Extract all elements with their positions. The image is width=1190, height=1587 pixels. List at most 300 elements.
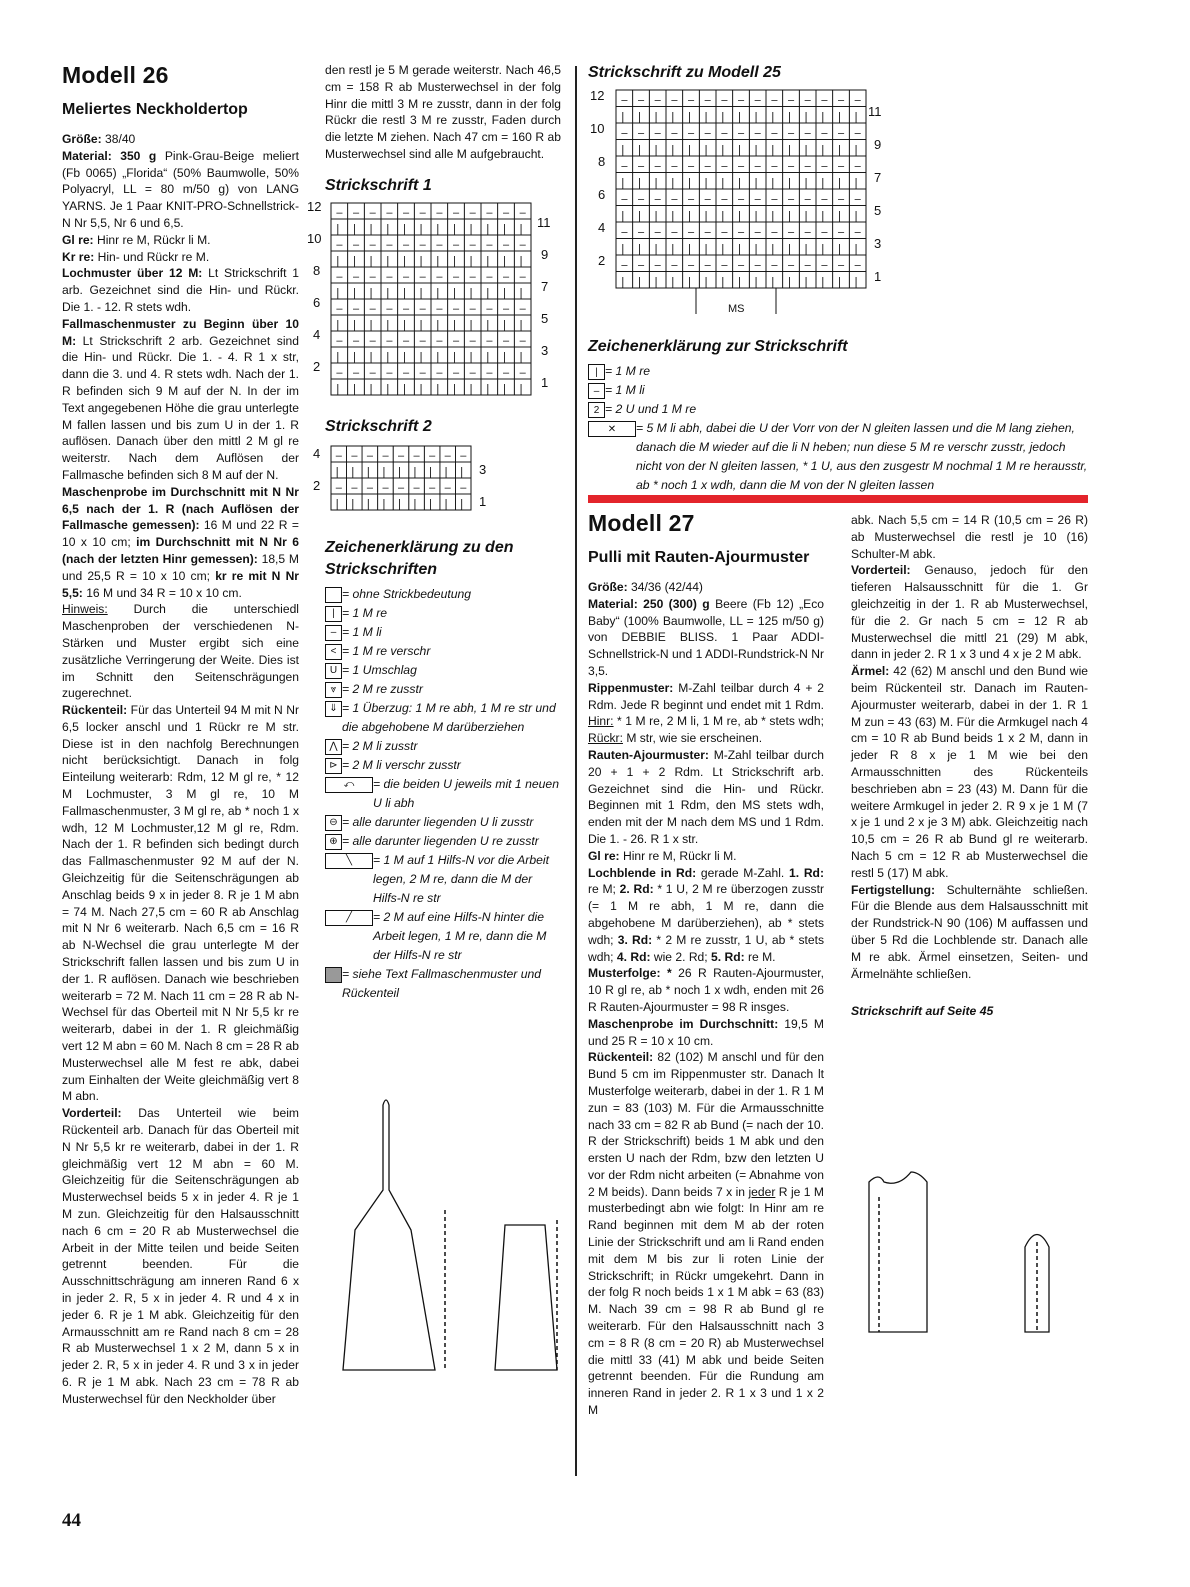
chart-cell	[699, 206, 716, 223]
chart-symbol: |	[638, 276, 641, 288]
chart-symbol: –	[519, 206, 526, 219]
chart-symbol: –	[771, 226, 778, 239]
chart-symbol: |	[704, 276, 708, 288]
chart-symbol: –	[704, 94, 711, 107]
chart-symbol: |	[519, 318, 523, 331]
chart-symbol: |	[704, 111, 708, 123]
chart-symbol: –	[403, 334, 410, 347]
chart-symbol: –	[721, 94, 728, 107]
legend-symbol-icon: ⊕	[325, 834, 342, 850]
chart-symbol: –	[419, 270, 426, 283]
chart-symbol: –	[821, 94, 828, 107]
chart-cell	[464, 347, 481, 363]
chart-cell	[633, 173, 650, 190]
chart-cell	[733, 272, 750, 289]
chart-cell	[498, 283, 515, 299]
chart-symbol: –	[503, 270, 510, 283]
chart-symbol: |	[671, 177, 675, 189]
chart-symbol: |	[721, 177, 725, 189]
chart-symbol: –	[386, 302, 393, 315]
chart-symbol: |	[821, 243, 825, 255]
chart-symbol: –	[671, 94, 678, 107]
chart-symbol: |	[469, 286, 473, 299]
chart-symbol: |	[335, 465, 339, 478]
chart-cell	[799, 140, 816, 157]
chart-symbol: –	[519, 238, 526, 251]
modell-27-column	[588, 510, 824, 1419]
legend-text: = 2 M re zusstr	[342, 681, 423, 696]
chart-symbol: –	[353, 334, 360, 347]
chart-symbol: –	[444, 449, 451, 462]
chart-symbol: |	[621, 111, 625, 123]
chart-symbol: –	[821, 259, 828, 272]
chart-symbol: |	[788, 210, 791, 222]
chart-cell	[498, 251, 515, 267]
chart-cell	[464, 219, 481, 235]
chart-symbol: –	[821, 193, 828, 206]
chart-cell	[733, 206, 750, 223]
chart-symbol: –	[436, 366, 443, 379]
page-number: 44	[62, 1510, 81, 1531]
chart-symbol: |	[460, 465, 464, 478]
chart-symbol: |	[503, 286, 506, 299]
svg-text:7: 7	[874, 170, 882, 185]
chart-symbol: |	[838, 243, 841, 255]
chart-symbol: –	[671, 127, 678, 140]
chart-cell	[733, 107, 750, 124]
legend-item	[325, 623, 561, 642]
chart-cell	[331, 494, 347, 510]
chart-symbol: |	[621, 144, 625, 156]
chart-symbol: –	[638, 160, 645, 173]
chart-symbol: –	[671, 193, 678, 206]
chart-cell	[409, 462, 425, 478]
svg-text:8: 8	[313, 262, 321, 278]
chart-cell	[481, 379, 498, 395]
chart-symbol: |	[419, 382, 423, 395]
chart-symbol: –	[621, 127, 628, 140]
chart-symbol: –	[838, 94, 845, 107]
chart-2-grid	[313, 444, 561, 516]
legend-text: = 1 M auf 1 Hilfs-N vor die Arbeit legen, 2 M re, dann die M der Hilfs-N re str	[373, 852, 549, 905]
legend-text: = die beiden U jeweils mit 1 neuen U li abh	[373, 776, 559, 810]
chart-symbol: |	[688, 210, 691, 222]
chart-cell	[347, 494, 363, 510]
chart-cell	[381, 251, 398, 267]
chart-cell	[514, 347, 531, 363]
chart-symbol: –	[671, 226, 678, 239]
chart-cell	[448, 379, 465, 395]
svg-text:MS: MS	[728, 303, 745, 315]
svg-text:1: 1	[479, 493, 487, 509]
chart-symbol: |	[336, 350, 340, 363]
legend-list	[325, 585, 561, 1003]
chart-symbol: |	[453, 286, 456, 299]
chart-symbol: |	[788, 243, 791, 255]
chart-symbol: |	[621, 177, 625, 189]
legend-25-symbol-icon: –	[588, 383, 605, 399]
chart-cell	[414, 315, 431, 331]
chart-symbol: |	[403, 350, 406, 363]
legend-item	[325, 737, 561, 756]
chart-symbol: –	[503, 206, 510, 219]
chart-symbol: |	[654, 177, 658, 189]
chart-symbol: –	[436, 302, 443, 315]
chart-cell	[799, 107, 816, 124]
chart-cell	[616, 107, 633, 124]
chart-symbol: |	[771, 243, 775, 255]
chart-cell	[331, 219, 348, 235]
chart-cell	[716, 206, 733, 223]
chart-cell	[414, 251, 431, 267]
chart-cell	[633, 239, 650, 256]
chart-symbol: |	[336, 286, 340, 299]
chart-symbol: –	[386, 238, 393, 251]
chart-symbol: |	[771, 177, 775, 189]
chart-symbol: –	[771, 259, 778, 272]
legend-symbol-icon: U	[325, 663, 342, 679]
chart-cell	[348, 347, 365, 363]
legend-item	[325, 661, 561, 680]
chart-symbol: –	[469, 366, 476, 379]
chart-symbol: |	[436, 318, 440, 331]
chart-symbol: –	[704, 127, 711, 140]
chart-cell	[398, 219, 415, 235]
chart-symbol: –	[738, 259, 745, 272]
chart-symbol: |	[519, 286, 523, 299]
legend-25-title: Zeichenerklärung zur Strickschrift	[588, 338, 848, 355]
chart-symbol: –	[771, 160, 778, 173]
svg-text:2: 2	[313, 477, 321, 493]
chart-cell	[816, 107, 833, 124]
chart-symbol: |	[469, 318, 473, 331]
chart-cell	[699, 239, 716, 256]
chart-symbol: |	[638, 144, 641, 156]
chart-cell	[733, 173, 750, 190]
chart-symbol: |	[754, 210, 758, 222]
chart-symbol: –	[453, 302, 460, 315]
chart-symbol: |	[444, 465, 448, 478]
chart-cell	[849, 206, 866, 223]
chart-cell	[799, 206, 816, 223]
chart-cell	[849, 107, 866, 124]
chart-symbol: –	[854, 193, 861, 206]
legend-25-text: = 5 M li abh, dabei die U der Vorr von der N gleiten lassen und die M lang ziehen, danach die M wieder auf die li N heben; nun diese 5 M re verschr zusstr, jedoch nicht von der N gleiten lassen, * 1 U, aus den zusgestr M nochmal 1 M re herausstr, ab * noch 1 x wdh, dann die M von der N gleiten lassen	[636, 421, 1088, 492]
chart-symbol: |	[469, 254, 473, 267]
chart-symbol: –	[804, 94, 811, 107]
chart-symbol: –	[386, 206, 393, 219]
chart-symbol: |	[419, 350, 423, 363]
chart-cell	[849, 173, 866, 190]
chart-symbol: |	[738, 144, 741, 156]
chart-cell	[783, 173, 800, 190]
svg-text:11: 11	[868, 104, 882, 119]
chart-symbol: |	[386, 318, 390, 331]
chart-symbol: –	[838, 193, 845, 206]
chart-symbol: |	[351, 465, 355, 478]
chart-cell	[431, 347, 448, 363]
chart-cell	[799, 239, 816, 256]
chart-symbol: –	[353, 206, 360, 219]
chart-cell	[749, 140, 766, 157]
svg-text:4: 4	[313, 445, 321, 461]
legend-item	[325, 699, 561, 737]
svg-text:3: 3	[479, 461, 487, 477]
chart-symbol: –	[519, 270, 526, 283]
modell-25-chart-section	[588, 62, 1088, 495]
chart-symbol: |	[738, 111, 741, 123]
legend-text: = 2 M auf eine Hilfs-N hinter die Arbeit legen, 1 M re, dann die M der Hilfs-N re str	[373, 909, 547, 962]
legend-text: = siehe Text Fallmaschenmuster und Rückenteil	[342, 966, 542, 1000]
chart-cell	[716, 173, 733, 190]
chart-symbol: |	[838, 276, 841, 288]
chart-cell	[514, 283, 531, 299]
chart-cell	[364, 251, 381, 267]
chart-cell	[348, 283, 365, 299]
chart-symbol: –	[369, 334, 376, 347]
chart-cell	[749, 272, 766, 289]
chart-cell	[833, 140, 850, 157]
legend-title: Zeichenerklärung zu den Strickschriften	[325, 538, 514, 578]
chart-symbol: |	[838, 144, 841, 156]
chart-symbol: –	[403, 302, 410, 315]
legend-text: = 1 Umschlag	[342, 662, 417, 677]
chart-cell	[331, 379, 348, 395]
chart-symbol: –	[638, 193, 645, 206]
legend-item	[325, 908, 561, 965]
chart-symbol: –	[429, 481, 436, 494]
chart-cell	[331, 315, 348, 331]
chart-cell	[514, 379, 531, 395]
chart-symbol: –	[486, 302, 493, 315]
chart-symbol: –	[403, 238, 410, 251]
chart-symbol: –	[738, 160, 745, 173]
chart-cell	[699, 272, 716, 289]
chart-symbol: |	[821, 276, 825, 288]
chart-symbol: –	[754, 94, 761, 107]
svg-text:12: 12	[307, 198, 322, 214]
chart-symbol: –	[654, 226, 661, 239]
chart-symbol: –	[403, 270, 410, 283]
chart-symbol: –	[486, 270, 493, 283]
chart-symbol: –	[503, 302, 510, 315]
chart-cell	[683, 206, 700, 223]
chart-symbol: |	[486, 286, 490, 299]
svg-text:12: 12	[590, 88, 605, 103]
chart-symbol: |	[419, 254, 423, 267]
chart-symbol: |	[453, 254, 456, 267]
legend-item	[325, 851, 561, 908]
chart-cell	[699, 140, 716, 157]
legend-text: = alle darunter liegenden U li zusstr	[342, 814, 534, 829]
svg-text:5: 5	[874, 203, 882, 218]
chart-symbol: |	[671, 210, 675, 222]
chart-symbol: |	[621, 243, 625, 255]
chart-symbol: –	[771, 94, 778, 107]
chart-symbol: |	[519, 382, 523, 395]
chart-symbol: –	[654, 127, 661, 140]
chart-symbol: |	[519, 350, 523, 363]
chart-cell	[783, 206, 800, 223]
chart-symbol: |	[721, 111, 725, 123]
chart-symbol: |	[429, 497, 432, 510]
chart-symbol: |	[821, 111, 825, 123]
chart-symbol: –	[486, 366, 493, 379]
chart-symbol: |	[444, 497, 448, 510]
chart-cell	[733, 140, 750, 157]
chart-symbol: |	[754, 144, 758, 156]
legend-text: = 1 M li	[342, 624, 382, 639]
chart-cell	[633, 107, 650, 124]
chart-symbol: –	[353, 302, 360, 315]
chart-cell	[481, 251, 498, 267]
chart-cell	[649, 107, 666, 124]
legend-25-list	[588, 362, 1088, 495]
legend-item	[325, 813, 561, 832]
chart-symbol: |	[519, 222, 523, 235]
chart-symbol: |	[771, 276, 775, 288]
chart-cell	[683, 140, 700, 157]
chart-cell	[699, 107, 716, 124]
chart-symbol: –	[469, 238, 476, 251]
chart-symbol: |	[403, 254, 406, 267]
chart-cell	[481, 283, 498, 299]
legend-symbol-icon	[325, 967, 342, 983]
chart-cell	[683, 272, 700, 289]
svg-text:4: 4	[313, 326, 321, 342]
chart-cell	[666, 140, 683, 157]
chart-cell	[649, 239, 666, 256]
chart-cell	[616, 239, 633, 256]
chart-cell	[833, 239, 850, 256]
legend-text: = 1 Überzug: 1 M re abh, 1 M re str und die abgehobene M darüberziehen	[342, 700, 556, 734]
chart-cell	[849, 239, 866, 256]
legend-symbol-icon: ╲	[325, 853, 373, 869]
chart-cell	[431, 251, 448, 267]
chart-cell	[362, 494, 378, 510]
chart-symbol: |	[638, 111, 641, 123]
modell-26-column-2	[307, 62, 561, 1003]
chart-symbol: –	[336, 334, 343, 347]
chart-symbol: –	[469, 270, 476, 283]
chart-cell	[347, 462, 363, 478]
chart-symbol: |	[369, 318, 373, 331]
chart-symbol: |	[469, 382, 473, 395]
svg-text:10: 10	[307, 230, 322, 246]
chart-symbol: |	[771, 144, 775, 156]
chart-cell	[816, 206, 833, 223]
chart-symbol: –	[453, 238, 460, 251]
chart-symbol: |	[351, 497, 355, 510]
chart-cell	[699, 173, 716, 190]
chart-symbol: |	[453, 350, 456, 363]
legend-symbol-icon: ⩔	[325, 682, 342, 698]
chart-symbol: –	[738, 193, 745, 206]
chart-symbol: –	[621, 193, 628, 206]
chart-cell	[331, 283, 348, 299]
chart-symbol: –	[413, 449, 420, 462]
chart-symbol: |	[771, 111, 775, 123]
chart-symbol: |	[688, 276, 691, 288]
chart-symbol: –	[413, 481, 420, 494]
legend-25-text: = 1 M li	[605, 383, 645, 397]
chart-symbol: –	[704, 226, 711, 239]
chart-symbol: |	[704, 243, 708, 255]
chart-25-grid	[588, 90, 888, 315]
chart-symbol: –	[838, 226, 845, 239]
chart-symbol: |	[386, 286, 390, 299]
chart-symbol: –	[854, 160, 861, 173]
chart-symbol: |	[854, 210, 858, 222]
chart-symbol: –	[688, 193, 695, 206]
chart-symbol: |	[621, 276, 625, 288]
svg-text:3: 3	[541, 342, 549, 358]
svg-text:10: 10	[590, 121, 605, 136]
chart-symbol: |	[738, 276, 741, 288]
chart-symbol: |	[654, 276, 658, 288]
chart-cell	[464, 315, 481, 331]
chart-cell	[398, 379, 415, 395]
chart-cell	[766, 272, 783, 289]
chart-symbol: |	[386, 382, 390, 395]
chart-symbol: –	[335, 449, 342, 462]
chart-symbol: –	[369, 238, 376, 251]
chart-symbol: –	[654, 259, 661, 272]
legend-text: = 2 M li verschr zusstr	[342, 757, 461, 772]
chart-symbol: –	[351, 449, 358, 462]
chart-symbol: |	[503, 222, 506, 235]
modell-27-schematic	[839, 1142, 1089, 1372]
legend-item	[325, 642, 561, 661]
modell-26-instructions: Größe: 38/40 Material: 350 g Pink-Grau-Beige meliert (Fb 0065) „Florida“ (50% Baumwolle, 50% Polyacryl, LL = 80 m/50 g) von LANG YARNS. Je 1 Paar KNIT-PRO-Schnellstrick-N Nr 5,5, Nr 6 und 6,5. Gl re: Hinr re M, Rückr li M. Kr re: Hin- und Rückr re M. Lochmuster über 12 M: Lt Strickschrift 1 arb. Gezeichnet sind die Hin- und Rückr. Die 1. - 12. R stets wdh. Fallmaschenmuster zu Beginn über 10 M: Lt Strickschrift 2 arb. Gezeichnet sind die Hin- und Rückr. Die 1. - 4. R 1 x str, dann die 3. und 4. R stets wdh. Nach der 1. R befinden sich 9 M auf der N. In der im Text angegebenen Höhe die grau unterlegte M fallen lassen und bis zum U in der 1. R auflösen. Danach über den mittl 2 M gl re weiterstr. Nach dem Auflösen der Fallmasche befinden sich 8 M auf der N. Maschenprobe im Durchschnitt mit N Nr 6,5 nach der 1. R (nach Auflösen der Fallmasche gemessen): 16 M und 22 R = 10 x 10 cm; im Durchschnitt mit N Nr 6 (nach der letzten Hinr gemessen): 18,5 M und 25,5 R = 10 x 10 cm; kr re mit N Nr 5,5: 16 M und 34 R = 10 x 10 cm. Hinweis: Durch die unterschiedl Maschenproben der verschiedenen N-Stärken und Muster ergibt sich eine zusätzliche Verringerung der Weite. Dies ist im Schnitt den Seitenschrägungen zugerechnet. Rückenteil: Für das Unterteil 94 M mit N Nr 6,5 locker anschl und 1 Rückr re M str. Diese ist in den nachfolg Berechnungen nicht berücksichtigt. Danach in folg Einteilung weiterarb: Rdm, 12 M gl re, * 12 M Lochmuster, 3 M gl re, 10 M Fallmaschenmuster, 3 M gl re, ab * noch 1 x wdh, 12 M Lochmuster,12 M gl re, Rdm. Nach der 1. R befinden sich bedingt durch das Fallmaschenmuster 92 M auf der N. Gleichzeitig für die Seitenschrägungen ab Anschlag beids 9 x in jeder 8. R je 1 M abn = 74 M. Nach 27,5 cm = 60 R ab Anschlag mit N Nr 6 weiterarb. Nach 6,5 cm = 16 R ab N-Wechsel die grau unterlegte M der Strickschrift fallen lassen und bis zum U in der 1. R auflösen. Danach wie beschrieben weiterarb = 72 M. Nach 11 cm = 28 R ab N-Wechsel für das Oberteil mit N Nr 5,5 kr re weiterarb, dabei in der 1. R gleichmäßig vert 12 M abn = 60 M. Nach 8 cm = 28 R ab Musterwechsel alle M fest re abk, dabei zum Einhalten der Weite gleichmäßig vert 8 M abn. Vorderteil: Das Unterteil wie beim Rückenteil arb. Danach für das Oberteil mit N Nr 5,5 kr re weiterarb, dabei in der 1. R gleichmäßig vert 12 M abn = 60 M. Gleichzeitig für die Seitenschrägungen ab Musterwechsel beids 5 x in jeder 4. R je 1 M zun. Gleichzeitig für den Halsausschnitt nach 6 cm = 20 R ab Musterwechsel die Arbeit in der Mitte teilen und beide Seiten getrennt beenden. Für die Ausschnittschrägung am inneren Rand 6 x in jeder 2. R, 5 x in jeder 4. R und 4 x in jeder 6. R je 1 M abk. Gleichzeitig für den Armausschnitt am re Rand nach 8 cm = 28 R ab Musterwechsel 1 x 2 M, dann 5 x in jeder 2. R, 5 x in jeder 4. R und 3 x in jeder 6. R je 1 M abk. Nach 23 cm = 78 R ab Musterwechsel für den Neckholder über	[62, 132, 300, 1406]
legend-25-item	[588, 400, 1088, 419]
chart-symbol: –	[369, 270, 376, 283]
chart-symbol: |	[838, 111, 841, 123]
chart-cell	[833, 173, 850, 190]
chart-symbol: –	[654, 94, 661, 107]
chart-cell	[464, 283, 481, 299]
chart-symbol: –	[788, 226, 795, 239]
chart-cell	[362, 462, 378, 478]
chart-symbol: –	[638, 259, 645, 272]
legend-symbol-icon: ⇓	[325, 701, 342, 717]
chart-cell	[514, 219, 531, 235]
chart-symbol: |	[486, 222, 490, 235]
chart-symbol: |	[336, 382, 340, 395]
chart-symbol: –	[854, 127, 861, 140]
chart-symbol: |	[403, 382, 406, 395]
chart-cell	[783, 107, 800, 124]
chart-symbol: |	[854, 243, 858, 255]
chart-symbol: |	[654, 243, 658, 255]
chart-symbol: |	[436, 286, 440, 299]
chart-cell	[666, 272, 683, 289]
chart-symbol: –	[704, 259, 711, 272]
chart-symbol: |	[738, 210, 741, 222]
chart-symbol: –	[771, 193, 778, 206]
legend-symbol-icon	[325, 587, 342, 603]
chart-cell	[766, 239, 783, 256]
chart-symbol: –	[353, 366, 360, 379]
chart-symbol: |	[403, 286, 406, 299]
chart-symbol: |	[369, 350, 373, 363]
chart-symbol: |	[754, 276, 758, 288]
chart-cell	[393, 462, 409, 478]
chart-cell	[381, 219, 398, 235]
chart-symbol: –	[366, 449, 374, 462]
modell-27-subtitle: Pulli mit Rauten-Ajourmuster	[588, 549, 810, 566]
chart-symbol: |	[738, 243, 741, 255]
